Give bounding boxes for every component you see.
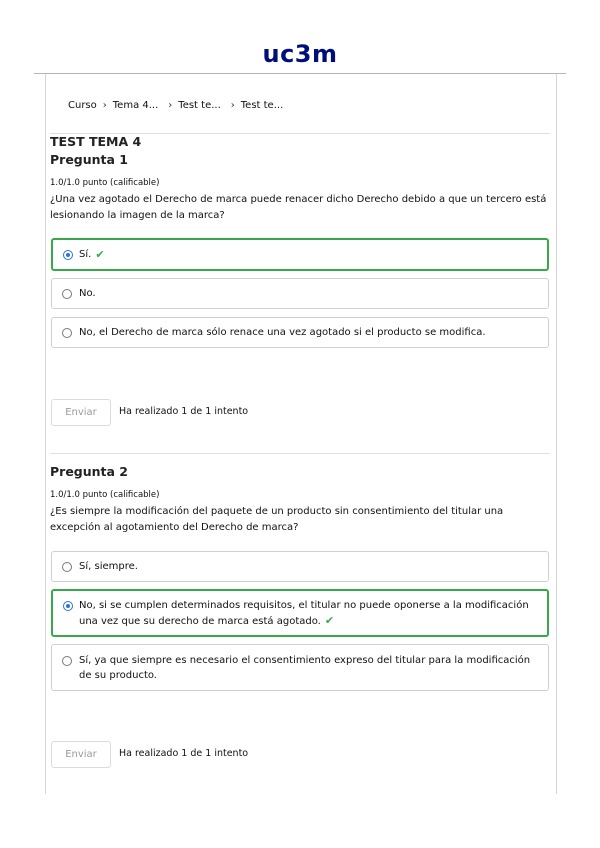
breadcrumb-item-course[interactable]: Curso — [68, 100, 97, 111]
question-1-option-3[interactable] — [51, 317, 549, 348]
radio-button[interactable] — [62, 289, 72, 299]
option-label-text: No, si se cumplen determinados requisitos, el titular no puede oponerse a la modificación una vez que su derecho de marca está agotado. — [79, 599, 529, 627]
option-label — [79, 598, 537, 629]
breadcrumb-item-tema[interactable]: Tema 4... — [112, 100, 159, 111]
option-label: No, el Derecho de marca sólo renace una vez agotado si el producto se modifica. — [79, 327, 486, 338]
question-1-submit-button[interactable]: Enviar — [51, 399, 111, 426]
question-2-option-3[interactable] — [51, 644, 549, 691]
chevron-right-icon: › — [102, 100, 107, 111]
question-1-points: 1.0/1.0 punto (calificable) — [50, 178, 160, 188]
question-2-text: ¿Es siempre la modificación del paquete de un producto sin consentimiento del titular una excepción al agotamiento del Derecho de marca? — [50, 506, 504, 533]
question-1-title: Pregunta 1 — [50, 152, 129, 167]
question-1-option-1[interactable] — [51, 238, 549, 271]
radio-button[interactable] — [62, 562, 72, 572]
option-label: No. — [79, 288, 96, 299]
question-1-option-2[interactable] — [51, 278, 549, 309]
radio-button-selected[interactable] — [63, 250, 73, 260]
option-label: Sí, ya que siempre es necesario el consentimiento expreso del titular para la modificación de su producto. — [79, 654, 531, 681]
question-2-submit-button[interactable]: Enviar — [51, 741, 111, 768]
question-1-text: ¿Una vez agotado el Derecho de marca puede renacer dicho Derecho debido a que un tercero está lesionando la imagen de la marca? — [50, 194, 547, 221]
question-1-attempts: Ha realizado 1 de 1 intento — [119, 406, 249, 417]
breadcrumb-item-current[interactable]: Test te... — [240, 100, 284, 111]
test-title: TEST TEMA 4 — [50, 134, 142, 149]
section-divider — [50, 453, 550, 454]
radio-button[interactable] — [62, 656, 72, 666]
question-2-option-2[interactable] — [51, 589, 549, 637]
checkmark-icon: ✔ — [95, 248, 105, 261]
uc3m-logo: uc3m — [262, 40, 338, 68]
option-label: Sí. — [79, 249, 92, 260]
radio-button[interactable] — [62, 328, 72, 338]
question-2-title: Pregunta 2 — [50, 464, 129, 479]
radio-button-selected[interactable] — [63, 601, 73, 611]
question-2-option-1[interactable] — [51, 551, 549, 582]
breadcrumb-item-test[interactable]: Test te... — [178, 100, 221, 111]
chevron-right-icon: › — [168, 100, 173, 111]
question-2-attempts: Ha realizado 1 de 1 intento — [119, 748, 249, 759]
breadcrumb — [68, 100, 283, 111]
option-label: Sí, siempre. — [79, 561, 138, 572]
checkmark-icon: ✔ — [324, 613, 335, 627]
chevron-right-icon: › — [230, 100, 235, 111]
question-2-points: 1.0/1.0 punto (calificable) — [50, 490, 160, 500]
